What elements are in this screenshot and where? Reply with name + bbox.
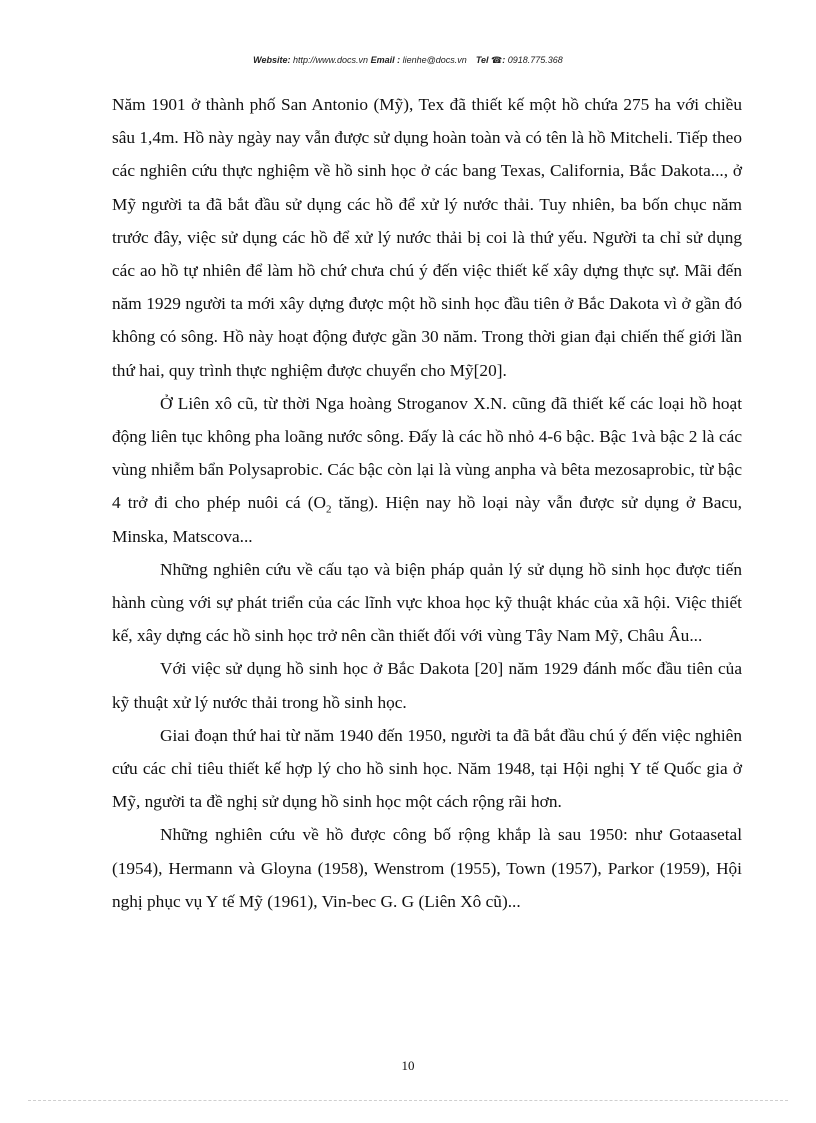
o2-subscript: 2 — [325, 503, 332, 516]
email-link[interactable]: lienhe@docs.vn — [402, 55, 467, 65]
body-text — [112, 88, 742, 918]
paragraph-history-usa: Năm 1901 ở thành phố San Antonio (Mỹ), Tex đã thiết kế một hồ chứa 275 ha với chiều sâu 1,4m. Hồ này ngày nay vẫn được sử dụng hoàn toàn và có tên là hồ Mitcheli. Tiếp theo các nghiên cứu thực nghiệm về hồ sinh học ở các bang Texas, California, Bắc Dakota..., ở Mỹ người ta đã bắt đầu sử dụng các hồ để xử lý nước thải. Tuy nhiên, ba bốn chục năm trước đây, việc sử dụng các hồ để xử lý nước thải bị coi là thứ yếu. Người ta chỉ sử dụng các ao hồ tự nhiên để làm hồ chứ chưa chú ý đến việc thiết kế xây dựng thực sự. Mãi đến năm 1929 người ta mới xây dựng được một hồ sinh học đầu tiên ở Bắc Dakota vì ở gần đó không có sông. Hồ này hoạt động được gần 30 năm. Trong thời gian đại chiến thế giới lần thứ hai, quy trình thực nghiệm được chuyển cho Mỹ[20]. — [112, 95, 742, 380]
email-label: Email : — [370, 55, 401, 65]
website-label: Website: — [253, 55, 291, 65]
page-number: 10 — [401, 1058, 415, 1073]
footer-divider — [28, 1100, 788, 1101]
paragraph-research-structure: Những nghiên cứu về cấu tạo và biện pháp quản lý sử dụng hồ sinh học được tiến hành cùng với sự phát triển của các lĩnh vực khoa học kỹ thuật khác của xã hội. Việc thiết kế, xây dựng các hồ sinh học trở nên cần thiết đối với vùng Tây Nam Mỹ, Châu Âu... — [112, 559, 742, 646]
paragraph-soviet-text-a: Ở Liên xô cũ, từ thời Nga hoàng Stroganov X.N. cũng đã thiết kế các loại hồ hoạt động liên tục không pha loãng nước sông. Đấy là các hồ nhỏ 4-6 bậc. Bậc 1và bậc 2 là các vùng nhiễm bẩn Polysaprobic. Các bậc còn lại là vùng anpha và bêta mezosaprobic, từ bậc 4 trở đi cho phép nuôi cá (O — [112, 393, 742, 513]
paragraph-soviet-union — [112, 387, 742, 553]
website-link[interactable]: http://www.docs.vn — [293, 55, 369, 65]
paragraph-north-dakota-milestone: Với việc sử dụng hồ sinh học ở Bắc Dakota [20] năm 1929 đánh mốc đầu tiên của kỹ thuật xử lý nước thải trong hồ sinh học. — [112, 659, 742, 712]
tel-value: 0918.775.368 — [507, 55, 563, 65]
paragraph-second-phase: Giai đoạn thứ hai từ năm 1940 đến 1950, người ta đã bắt đầu chú ý đến việc nghiên cứu các chỉ tiêu thiết kế hợp lý cho hồ sinh học. Năm 1948, tại Hội nghị Y tế Quốc gia ở Mỹ, người ta đề nghị sử dụng hồ sinh học một cách rộng rãi hơn. — [112, 725, 742, 812]
tel-label: Tel ☎: — [475, 55, 506, 65]
paragraph-soviet-text-b: tăng). Hiện nay hồ loại này vẫn được sử dụng ở Bacu, Minska, Matscova... — [112, 493, 742, 546]
page-header — [0, 55, 816, 66]
paragraph-published-research: Những nghiên cứu về hồ được công bố rộng khắp là sau 1950: như Gotaasetal (1954), Hermann và Gloyna (1958), Wenstrom (1955), Town (1957), Parkor (1959), Hội nghị phục vụ Y tế Mỹ (1961), Vin-bec G. G (Liên Xô cũ)... — [112, 825, 742, 911]
